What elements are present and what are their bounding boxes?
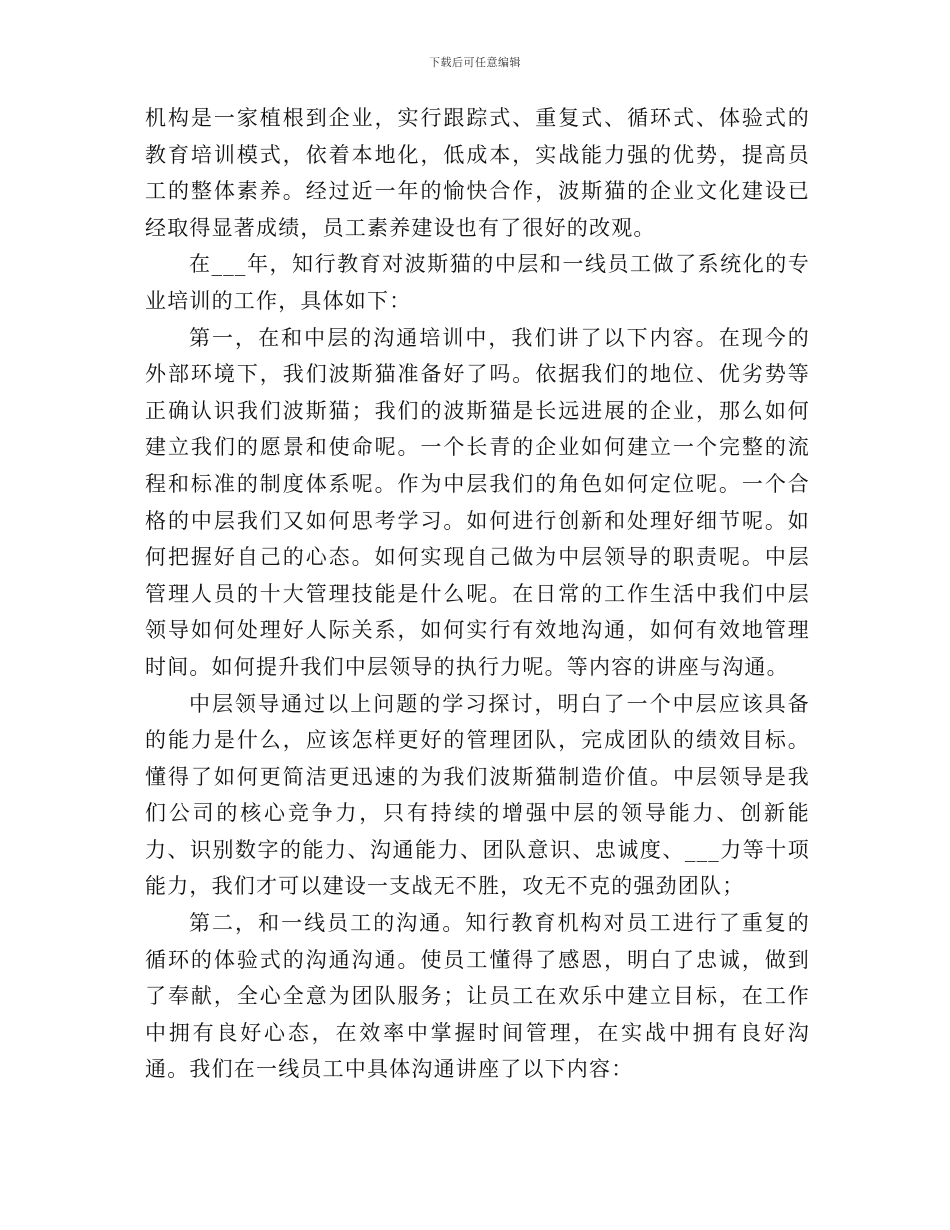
paragraph-3: 第一，在和中层的沟通培训中，我们讲了以下内容。在现今的外部环境下，我们波斯猫准备好了吗。依据我们的地位、优劣势等正确认识我们波斯猫；我们的波斯猫是长远进展的企业，那么如何建立我们的愿景和使命呢。一个长青的企业如何建立一个完整的流程和标准的制度体系呢。作为中层我们的角色如何定位呢。一个合格的中层我们又如何思考学习。如何进行创新和处理好细节呢。如何把握好自己的心态。如何实现自己做为中层领导的职责呢。中层管理人员的十大管理技能是什么呢。在日常的工作生活中我们中层领导如何处理好人际关系，如何实行有效地沟通，如何有效地管理时间。如何提升我们中层领导的执行力呢。等内容的讲座与沟通。 [145,325,810,679]
page-header: 下载后可任意编辑 [429,56,521,69]
paragraph-1: 机构是一家植根到企业，实行跟踪式、重复式、循环式、体验式的教育培训模式，依着本地化，低成本，实战能力强的优势，提高员工的整体素养。经过近一年的愉快合作，波斯猫的企业文化建设已经取得显著成绩，员工素养建设也有了很好的改观。 [145,106,810,240]
paragraph-2: 在___年，知行教育对波斯猫的中层和一线员工做了系统化的专业培训的工作，具体如下： [145,252,810,313]
paragraph-5: 第二，和一线员工的沟通。知行教育机构对员工进行了重复的循环的体验式的沟通沟通。使员工懂得了感恩，明白了忠诚，做到了奉献，全心全意为团队服务；让员工在欢乐中建立目标，在工作中拥有良好心态，在效率中掌握时间管理，在实战中拥有良好沟通。我们在一线员工中具体沟通讲座了以下内容： [145,911,810,1082]
document-body [145,100,810,1088]
paragraph-4: 中层领导通过以上问题的学习探讨，明白了一个中层应该具备的能力是什么，应该怎样更好的管理团队，完成团队的绩效目标。懂得了如何更简洁更迅速的为我们波斯猫制造价值。中层领导是我们公司的核心竞争力，只有持续的增强中层的领导能力、创新能力、识别数字的能力、沟通能力、团队意识、忠诚度、___力等十项能力，我们才可以建设一支战无不胜，攻无不克的强劲团队； [145,691,810,899]
